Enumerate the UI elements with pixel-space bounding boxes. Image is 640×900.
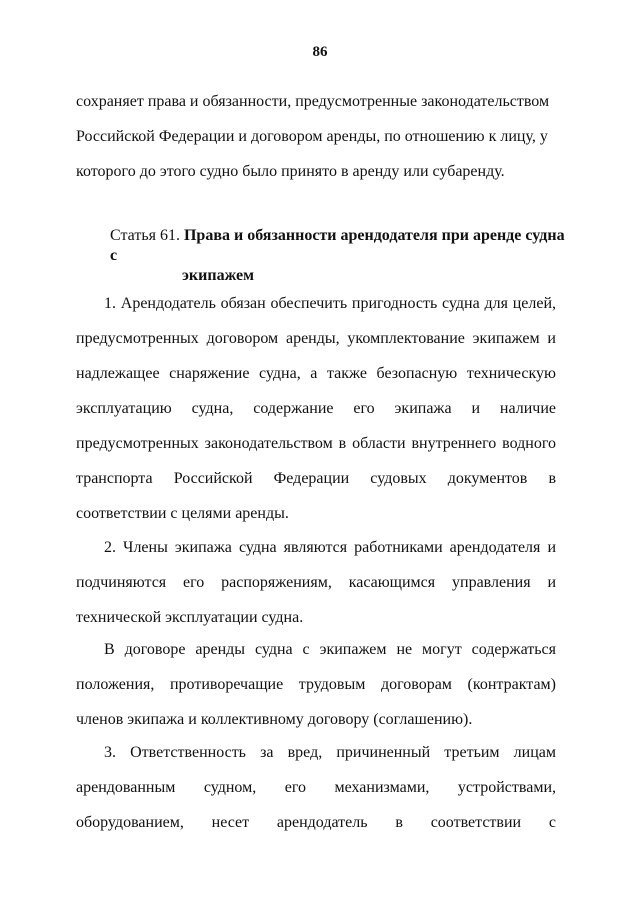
paragraph-2 <box>76 530 556 635</box>
paragraph-line: положения, противоречащие трудовым договорам (контрактам) <box>76 676 556 693</box>
paragraph-4 <box>76 735 556 840</box>
article-title-continuation: экипажем <box>182 267 254 284</box>
paragraph-line: оборудованием, несет арендодатель в соответствии с <box>76 814 556 831</box>
intro-line-2: Российской Федерации и договором аренды, по отношению к лицу, у <box>76 128 548 145</box>
paragraph-line: эксплуатацию судна, содержание его экипажа и наличие <box>76 400 556 417</box>
paragraph-line: В договоре аренды судна с экипажем не могут содержаться <box>104 641 556 658</box>
intro-line-3: которого до этого судно было принято в аренду или субаренду. <box>76 163 505 180</box>
paragraph-1 <box>76 286 556 531</box>
intro-line-1: сохраняет права и обязанности, предусмотренные законодательством <box>76 93 550 110</box>
paragraph-line: 2. Члены экипажа судна являются работниками арендодателя и <box>104 539 556 556</box>
article-heading <box>110 226 570 286</box>
paragraph-line: предусмотренных законодательством в области внутреннего водного <box>76 435 556 452</box>
paragraph-line: соответствии с целями аренды. <box>76 505 289 522</box>
paragraph-line: арендованным судном, его механизмами, устройствами, <box>76 779 556 796</box>
intro-paragraph <box>76 84 556 189</box>
page-number: 86 <box>312 44 328 60</box>
article-label: Статья 61. <box>110 227 180 244</box>
paragraph-line: предусмотренных договором аренды, укомплектование экипажем и <box>76 330 556 347</box>
paragraph-line: 1. Арендодатель обязан обеспечить пригодность судна для целей, <box>104 295 556 312</box>
paragraph-line: членов экипажа и коллективному договору (соглашению). <box>76 711 473 728</box>
paragraph-line: транспорта Российской Федерации судовых документов в <box>76 470 556 487</box>
paragraph-line: надлежащее снаряжение судна, а также безопасную техническую <box>76 365 556 382</box>
paragraph-line: 3. Ответственность за вред, причиненный третьим лицам <box>104 744 556 761</box>
paragraph-line: технической эксплуатации судна. <box>76 609 304 626</box>
article-title: Права и обязанности арендодателя при аренде судна с <box>110 227 565 264</box>
paragraph-line: подчиняются его распоряжениям, касающимся управления и <box>76 574 556 591</box>
paragraph-3 <box>76 632 556 737</box>
